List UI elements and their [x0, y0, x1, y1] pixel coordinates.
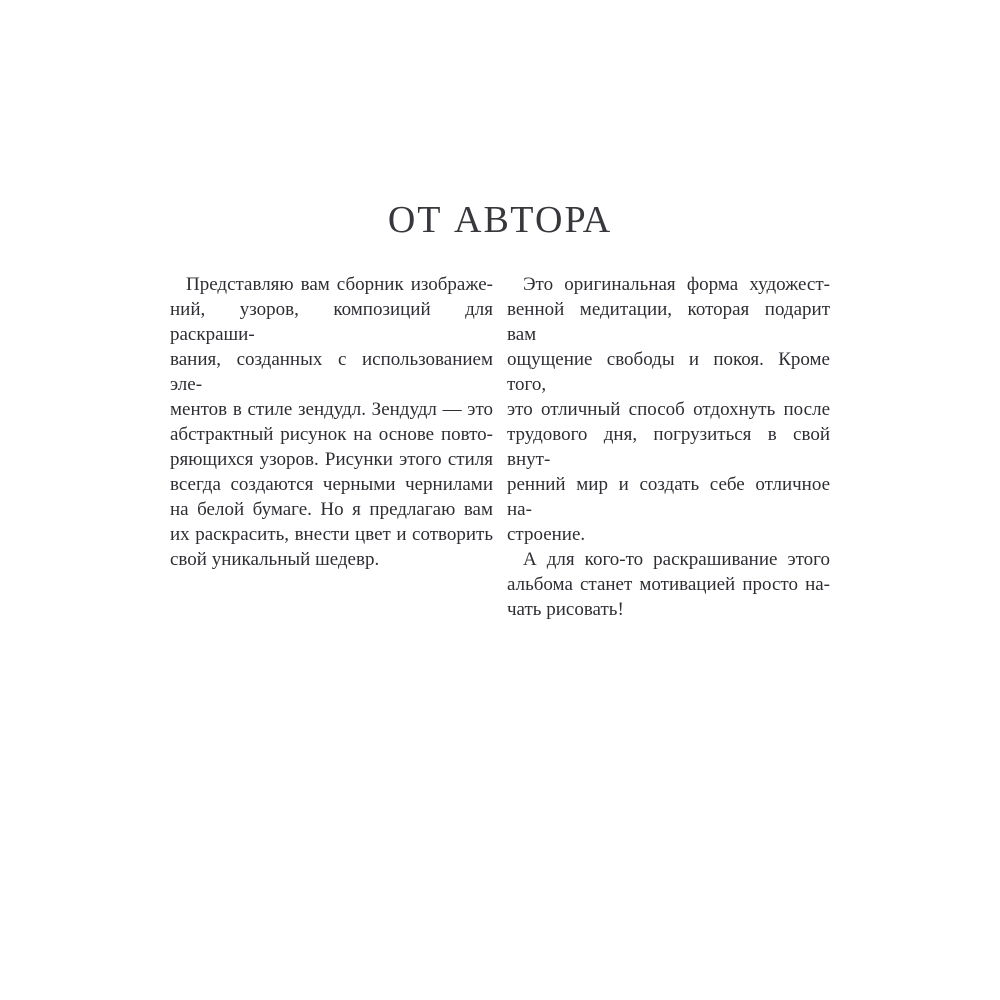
paragraph-2 — [507, 272, 830, 547]
text-line: ментов в стиле зендудл. Зендудл — это — [170, 399, 493, 420]
text-line: их раскрасить, внести цвет и сотворить — [170, 524, 493, 545]
text-column-right — [507, 272, 830, 622]
text-line: ренний мир и создать себе отличное на- — [507, 474, 830, 520]
text-line: трудового дня, погрузиться в свой внут- — [507, 424, 830, 470]
text-line: это отличный способ отдохнуть после — [507, 399, 830, 420]
text-line: абстрактный рисунок на основе повто- — [170, 424, 493, 445]
text-line: ощущение свободы и покоя. Кроме того, — [507, 349, 830, 395]
text-line: чать рисовать! — [507, 599, 624, 620]
text-column-left — [170, 272, 493, 622]
text-line: строение. — [507, 524, 586, 545]
text-line: Это оригинальная форма художест- — [523, 274, 830, 295]
text-line: Представляю вам сборник изображе- — [186, 274, 493, 295]
text-line: ряющихся узоров. Рисунки этого стиля — [170, 449, 493, 470]
text-line: на белой бумаге. Но я предлагаю вам — [170, 499, 493, 520]
paragraph-3 — [507, 547, 830, 622]
paragraph-1 — [170, 272, 493, 572]
text-line: венной медитации, которая подарит вам — [507, 299, 830, 345]
text-line: свой уникальный шедевр. — [170, 549, 380, 570]
text-line: вания, созданных с использованием эле- — [170, 349, 493, 395]
text-line: А для кого-то раскрашивание этого — [523, 549, 830, 570]
text-line: всегда создаются черными чернилами — [170, 474, 493, 495]
text-line: альбома станет мотивацией просто на- — [507, 574, 830, 595]
text-content — [170, 272, 830, 622]
text-line: ний, узоров, композиций для раскраши- — [170, 299, 493, 345]
page-title: ОТ АВТОРА — [387, 199, 613, 241]
